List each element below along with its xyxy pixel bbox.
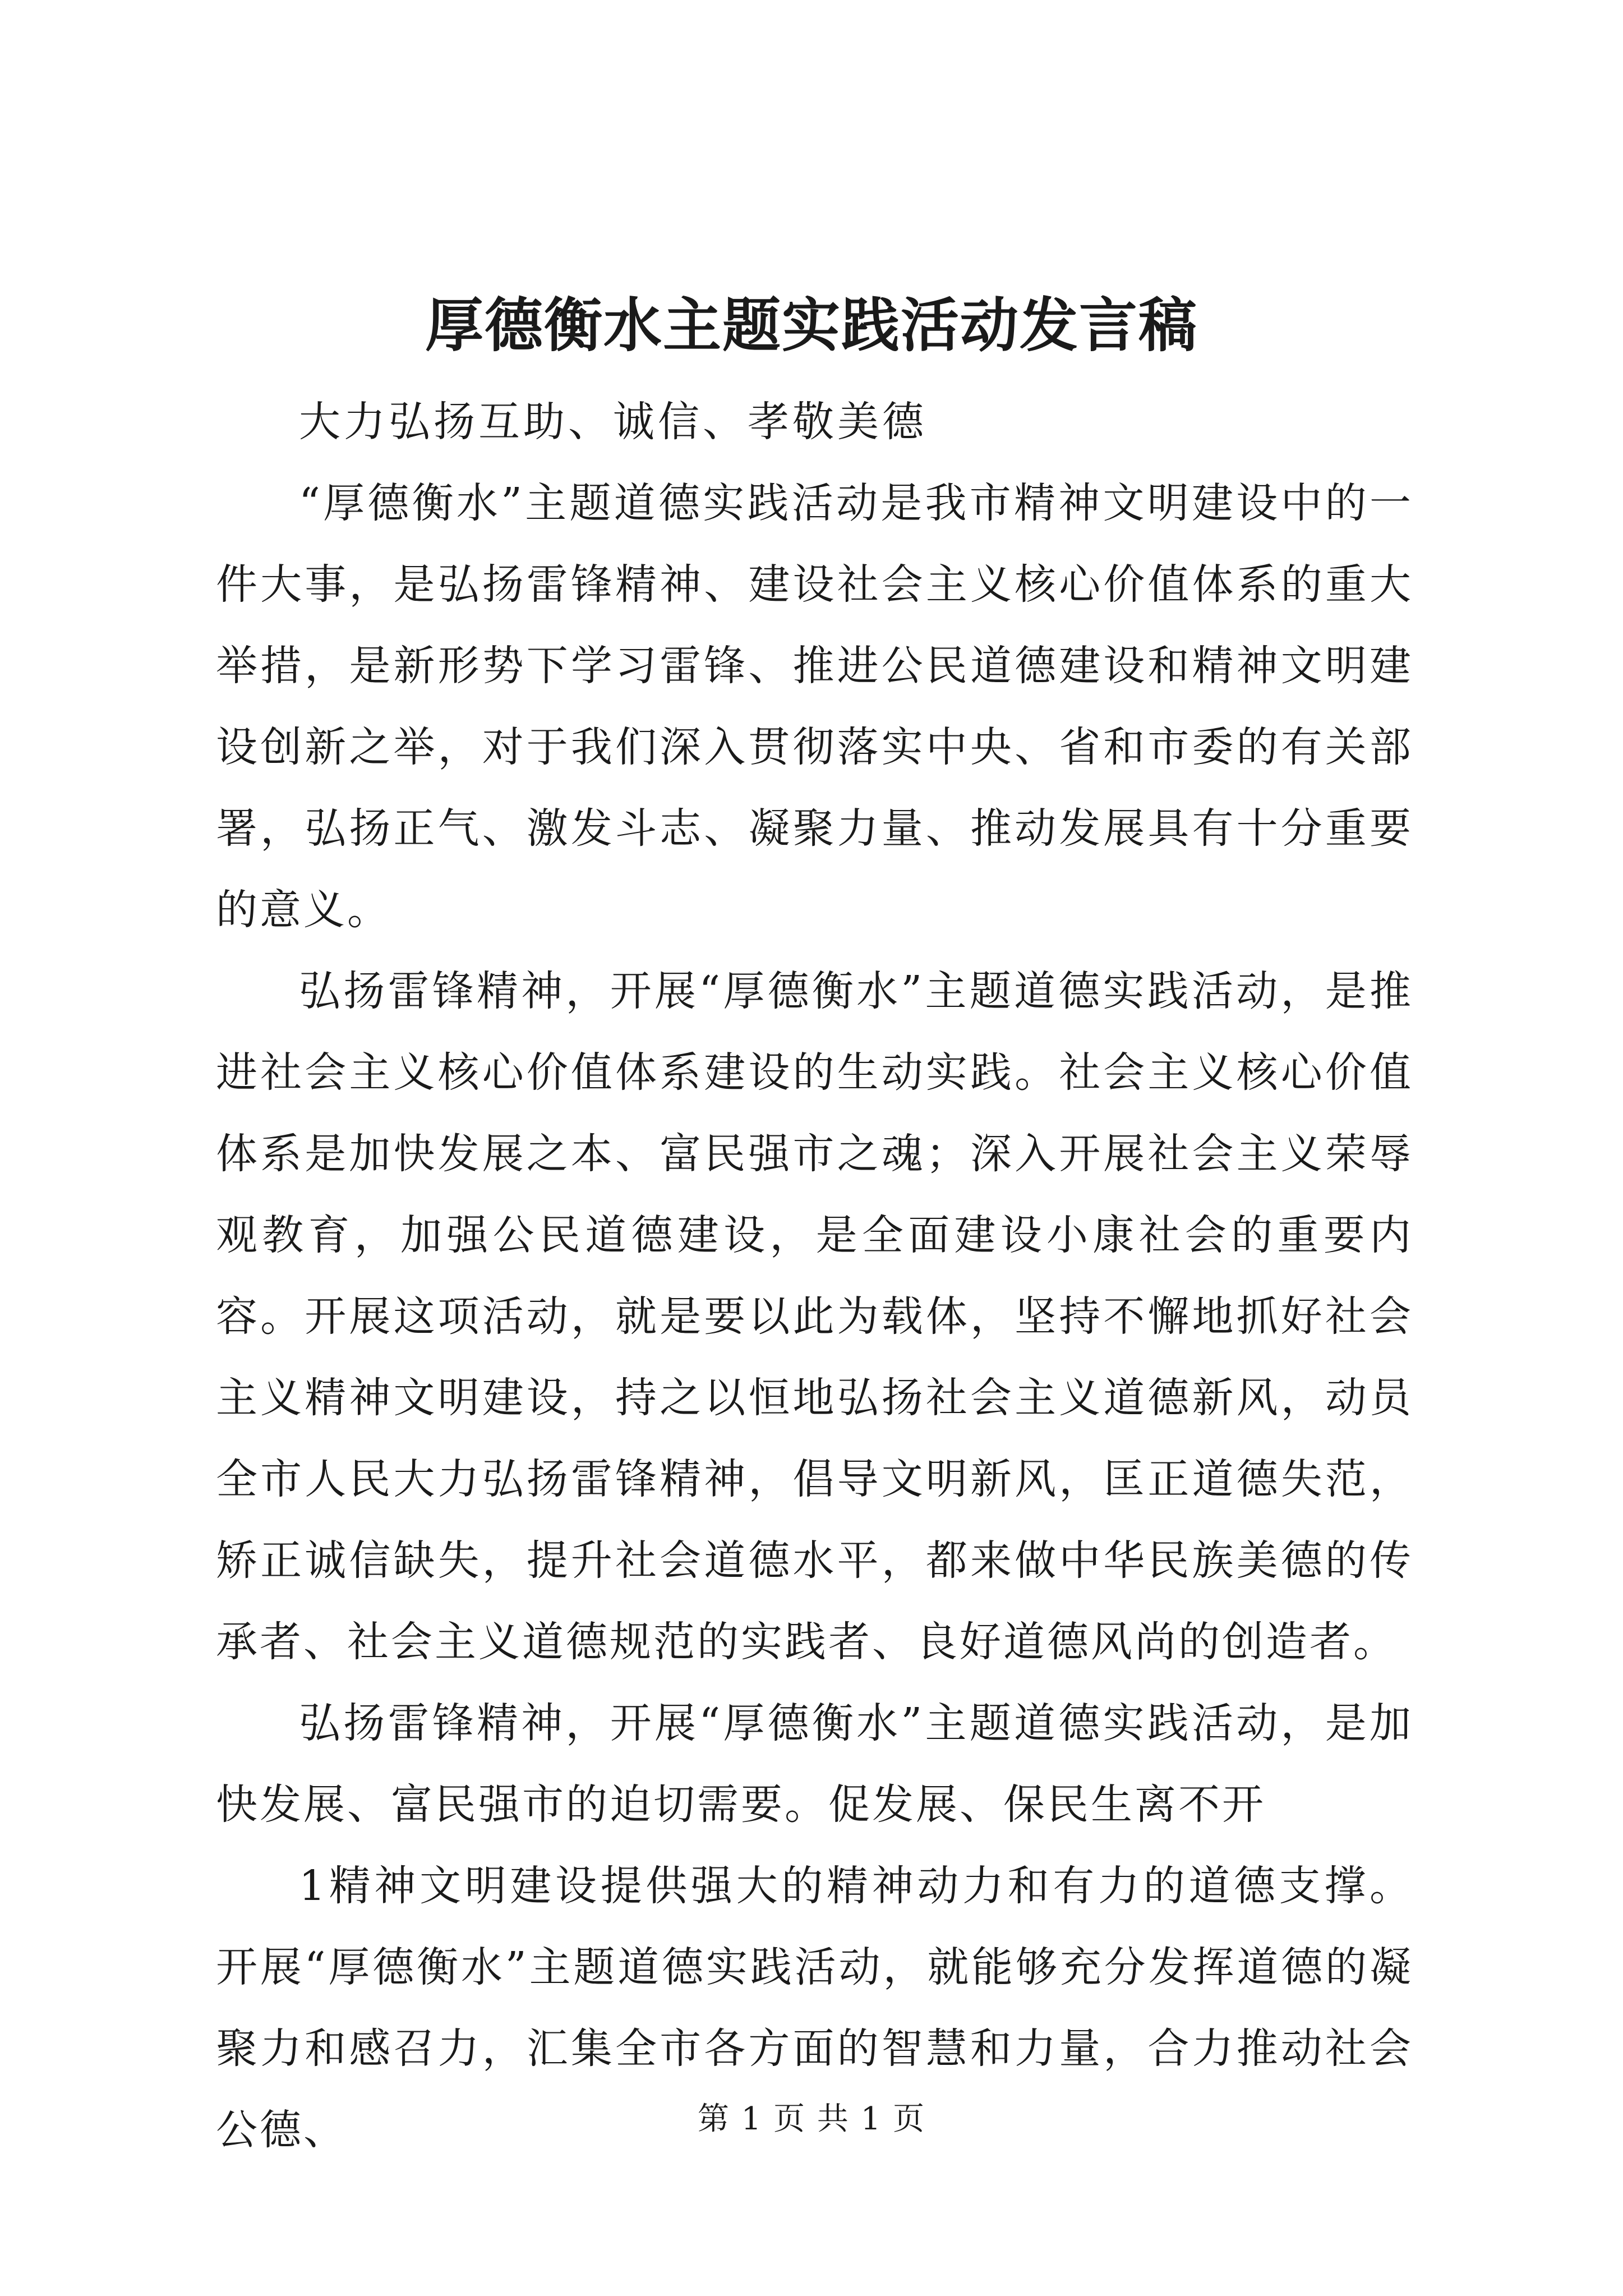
- page-footer: 第 1 页 共 1 页: [697, 2101, 926, 2137]
- document-title: 厚德衡水主题实践活动发言稿: [425, 291, 1198, 360]
- paragraph-4: 1精神文明建设提供强大的精神动力和有力的道德支撑。开展“厚德衡水”主题道德实践活动，就能够充分发挥道德的凝聚力和感召力，汇集全市各方面的智慧和力量，合力推动社会公德、: [216, 1862, 1413, 2154]
- paragraph-3: 弘扬雷锋精神，开展“厚德衡水”主题道德实践活动，是加快发展、富民强市的迫切需要。促发展、保民生离不开: [216, 1699, 1413, 1829]
- document-body: [216, 381, 1413, 2171]
- paragraph-1: “厚德衡水”主题道德实践活动是我市精神文明建设中的一件大事，是弘扬雷锋精神、建设社会主义核心价值体系的重大举措，是新形势下学习雷锋、推进公民道德建设和精神文明建设创新之举，对于我们深入贯彻落实中央、省和市委的有关部署，弘扬正气、激发斗志、凝聚力量、推动发展具有十分重要的意义。: [216, 479, 1413, 934]
- paragraph-2: 弘扬雷锋精神，开展“厚德衡水”主题道德实践活动，是推进社会主义核心价值体系建设的生动实践。社会主义核心价值体系是加快发展之本、富民强市之魂；深入开展社会主义荣辱观教育，加强公民道德建设，是全面建设小康社会的重要内容。开展这项活动，就是要以此为载体，坚持不懈地抓好社会主义精神文明建设，持之以恒地弘扬社会主义道德新风，动员全市人民大力弘扬雷锋精神，倡导文明新风，匡正道德失范，矫正诚信缺失，提升社会道德水平，都来做中华民族美德的传承者、社会主义道德规范的实践者、良好道德风尚的创造者。: [216, 967, 1413, 1666]
- document-subtitle: 大力弘扬互助、诚信、孝敬美德: [299, 398, 927, 446]
